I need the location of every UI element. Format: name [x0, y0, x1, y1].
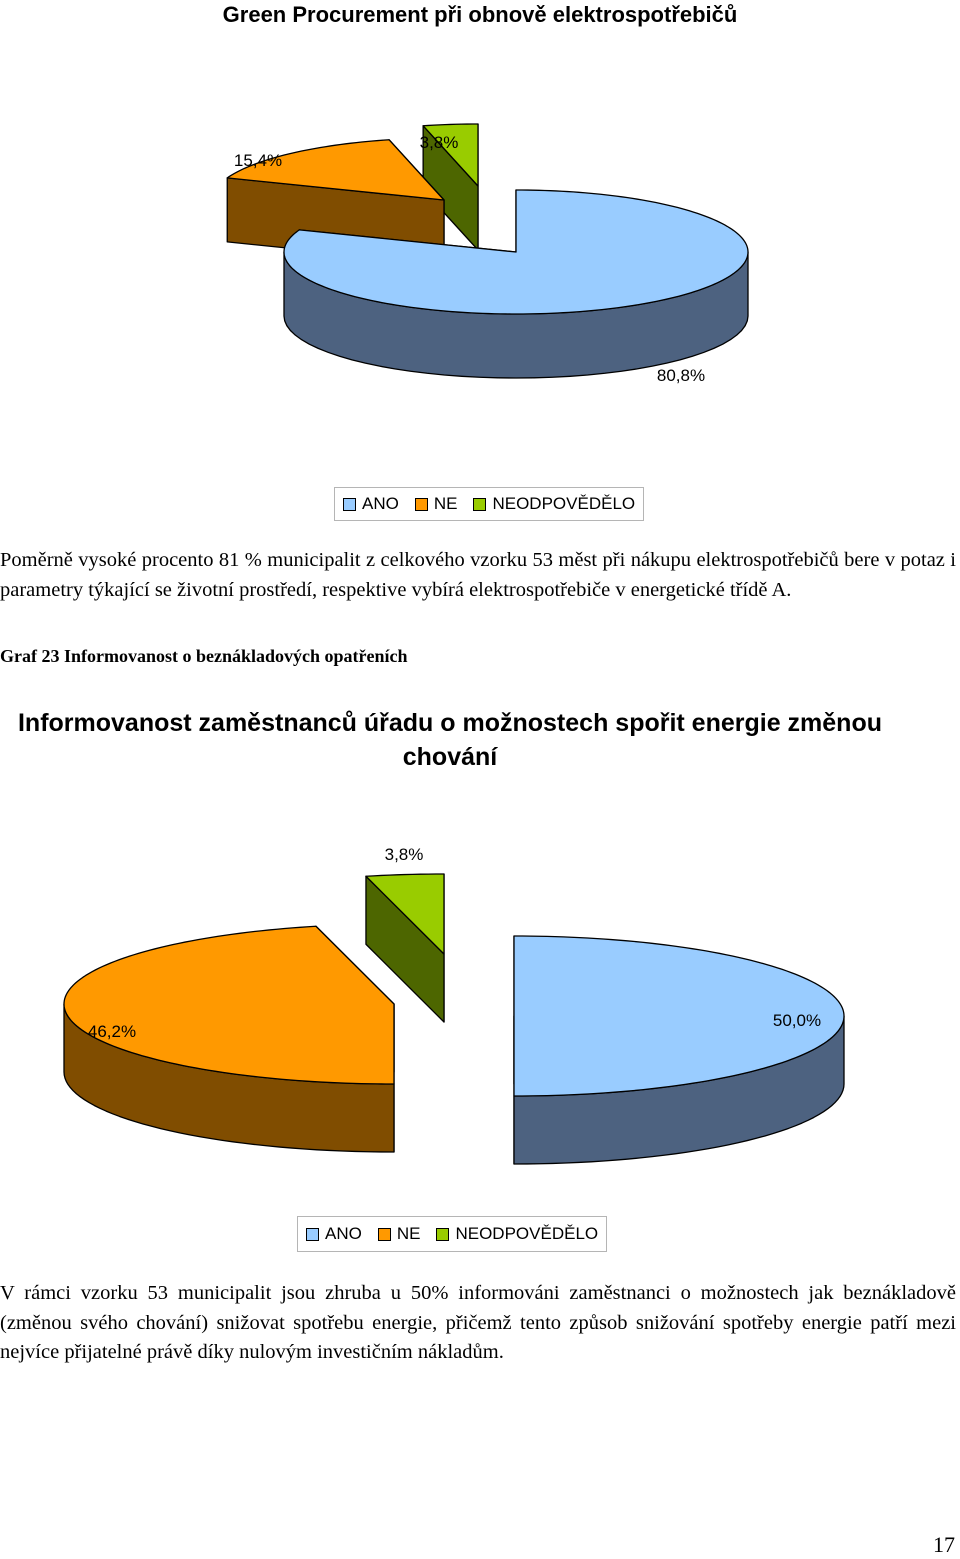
legend-item-neodpovedelo: [473, 494, 635, 514]
legend-label-ano: ANO: [325, 1224, 362, 1243]
legend-item-neodpovedelo: [436, 1224, 598, 1244]
legend-swatch-ano: [306, 1228, 319, 1241]
chart1-legend: [334, 487, 644, 521]
figure-caption: Graf 23 Informovanost o beznákladových opatřeních: [0, 646, 408, 666]
paragraph-green-procurement: Poměrně vysoké procento 81 % municipalit z celkového vzorku 53 měst při nákupu elektrospotřebičů bere v potaz i parametry týkající se životní prostředí, respektive vybírá elektrospotřebiče v energetické třídě A.: [0, 549, 956, 601]
legend-label-ne: NE: [396, 1224, 421, 1243]
legend-item-ano: [306, 1224, 362, 1244]
legend-label-neodpovedelo: NEODPOVĚDĚLO: [455, 1224, 599, 1243]
legend-label-neodpovedelo: NEODPOVĚDĚLO: [492, 494, 636, 513]
chart1-title: Green Procurement při obnově elektrospotřebičů: [222, 2, 738, 27]
legend-swatch-ano: [343, 498, 356, 511]
legend-swatch-neodpovedelo: [473, 498, 486, 511]
chart1-pie: [0, 0, 960, 480]
legend-item-ano: [343, 494, 399, 514]
legend-label-ne: NE: [433, 494, 458, 513]
page-number: 17: [933, 1532, 955, 1557]
legend-swatch-ne: [378, 1228, 391, 1241]
data-label-ano-chart2: 50,0%: [772, 1011, 822, 1030]
legend-swatch-ne: [415, 498, 428, 511]
paragraph-informovanost: V rámci vzorku 53 municipalit jsou zhruba u 50% informováni zaměstnanci o možnostech jak beznákladově (změnou svého chování) snižovat spotřebu energie, přičemž tento způsob snižování spotřeby energie patří mezi nejvíce přijatelné právě díky nulovým investičním nákladům.: [0, 1282, 956, 1363]
data-label-neodpovedelo-chart1: 3,8%: [419, 133, 459, 152]
data-label-ne-chart2: 46,2%: [87, 1022, 137, 1041]
legend-item-ne: [378, 1224, 421, 1244]
data-label-ano-chart1: 80,8%: [656, 366, 706, 385]
data-label-ne-chart1: 15,4%: [233, 151, 283, 170]
chart2-pie: [0, 820, 960, 1220]
chart2-legend: [297, 1216, 607, 1252]
legend-label-ano: ANO: [362, 494, 399, 513]
chart2-title: Informovanost zaměstnanců úřadu o možnostech spořit energie změnou chování: [17, 709, 882, 771]
legend-item-ne: [415, 494, 458, 514]
data-label-neodpovedelo-chart2: 3,8%: [384, 845, 424, 864]
legend-swatch-neodpovedelo: [436, 1228, 449, 1241]
